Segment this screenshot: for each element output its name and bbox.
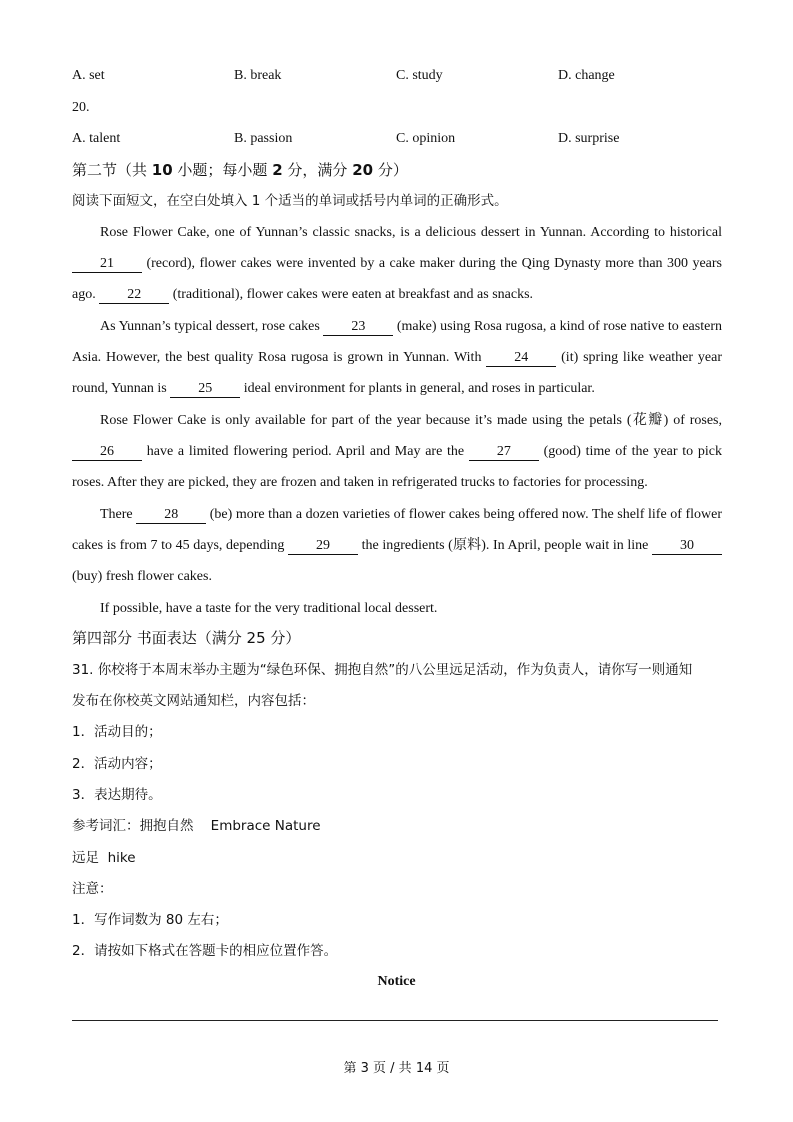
p1-text-3: (traditional), flower cakes were eaten at breakfast and as snacks. bbox=[169, 287, 534, 303]
p2-text-3: (it) spring like weather year round, Yunnan is bbox=[72, 350, 722, 397]
note-2: 2．请按如下格式在答题卡的相应位置作答。 bbox=[72, 943, 338, 959]
heading-mid2: 分，满分 bbox=[282, 161, 353, 179]
blank-24[interactable]: 24 bbox=[486, 350, 556, 367]
passage-paragraph-2 bbox=[72, 311, 722, 405]
passage-paragraph-5 bbox=[72, 593, 722, 624]
section2-instruction: 阅读下面短文，在空白处填入 1 个适当的单词或括号内单词的正确形式。 bbox=[72, 193, 508, 209]
vocab-line-1: 参考词汇：拥抱自然 Embrace Nature bbox=[72, 818, 321, 834]
p2-text-2: (make) using Rosa rugosa, a kind of rose native to eastern Asia. However, the best quality Rosa rugosa is grown in Yunnan. With bbox=[72, 319, 722, 366]
q19-option-a[interactable]: A. set bbox=[72, 68, 105, 83]
q19-option-c[interactable]: C. study bbox=[396, 68, 443, 83]
passage-paragraph-4 bbox=[72, 499, 722, 593]
blank-29[interactable]: 29 bbox=[288, 538, 358, 555]
heading-suffix: 分） bbox=[373, 161, 408, 179]
q31-item-1: 1．活动目的； bbox=[72, 724, 162, 740]
answer-line bbox=[72, 1020, 718, 1021]
passage-paragraph-1 bbox=[72, 217, 722, 311]
p3-text-3: (good) time of the year to pick roses. After they are picked, they are frozen and taken in refrigerated trucks to factories for processing. bbox=[72, 444, 722, 491]
q20-option-d[interactable]: D. surprise bbox=[558, 131, 620, 146]
blank-30[interactable]: 30 bbox=[652, 538, 722, 555]
blank-23[interactable]: 23 bbox=[323, 319, 393, 336]
p4-text-1: There bbox=[100, 507, 137, 522]
p2-text-1: As Yunnan’s typical dessert, rose cakes bbox=[100, 319, 324, 334]
blank-28[interactable]: 28 bbox=[136, 507, 206, 524]
vocab-line-2: 远足 hike bbox=[72, 850, 136, 866]
p1-text-2: (record), flower cakes were invented by a cake maker during the Qing Dynasty more than 300 years ago. bbox=[72, 256, 722, 303]
blank-22[interactable]: 22 bbox=[99, 287, 169, 304]
note-label: 注意： bbox=[72, 881, 113, 897]
q20-option-c[interactable]: C. opinion bbox=[396, 131, 456, 146]
page-footer: 第 3 页 / 共 14 页 bbox=[343, 1061, 450, 1076]
q31-prompt-line-1: 31. 你校将于本周末举办主题为“绿色环保、拥抱自然”的八公里远足活动，作为负责人，请你写一则通知 bbox=[72, 662, 693, 678]
q31-item-3: 3．表达期待。 bbox=[72, 787, 162, 803]
blank-21[interactable]: 21 bbox=[72, 256, 142, 273]
heading-n1: 10 bbox=[151, 161, 173, 179]
p3-text-1: Rose Flower Cake is only available for part of the year because it’s made using the petals (花瓣) of roses, bbox=[100, 413, 722, 428]
q31-prompt-line-2: 发布在你校英文网站通知栏，内容包括： bbox=[72, 693, 315, 709]
part4-heading: 第四部分 书面表达（满分 25 分） bbox=[72, 629, 301, 647]
blank-26[interactable]: 26 bbox=[72, 444, 142, 461]
section2-heading bbox=[72, 160, 408, 180]
note-1: 1．写作词数为 80 左右； bbox=[72, 912, 228, 928]
p2-text-4: ideal environment for plants in general, and roses in particular. bbox=[240, 381, 595, 397]
q20-number: 20. bbox=[72, 100, 90, 115]
heading-n2: 2 bbox=[272, 161, 283, 179]
p5-text: If possible, have a taste for the very traditional local dessert. bbox=[100, 601, 438, 616]
p1-text-1: Rose Flower Cake, one of Yunnan’s classic snacks, is a delicious dessert in Yunnan. According to historical bbox=[100, 225, 722, 240]
blank-27[interactable]: 27 bbox=[469, 444, 539, 461]
p4-text-4: (buy) fresh flower cakes. bbox=[72, 569, 212, 585]
q20-option-b[interactable]: B. passion bbox=[234, 131, 293, 146]
p3-text-2: have a limited flowering period. April and May are the bbox=[142, 444, 469, 460]
notice-title: Notice bbox=[377, 974, 416, 989]
p4-text-3: the ingredients (原料). In April, people wait in line bbox=[358, 538, 652, 554]
heading-mid1: 小题；每小题 bbox=[172, 161, 273, 179]
q19-option-b[interactable]: B. break bbox=[234, 68, 282, 83]
q19-option-d[interactable]: D. change bbox=[558, 68, 615, 83]
p4-text-2: (be) more than a dozen varieties of flower cakes being offered now. The shelf life of flower cakes is from 7 to 45 days, depending bbox=[72, 507, 722, 554]
heading-n3: 20 bbox=[352, 161, 374, 179]
heading-prefix: 第二节（共 bbox=[72, 161, 152, 179]
q31-item-2: 2．活动内容； bbox=[72, 756, 162, 772]
passage-paragraph-3 bbox=[72, 405, 722, 499]
q20-option-a[interactable]: A. talent bbox=[72, 131, 121, 146]
blank-25[interactable]: 25 bbox=[170, 381, 240, 398]
